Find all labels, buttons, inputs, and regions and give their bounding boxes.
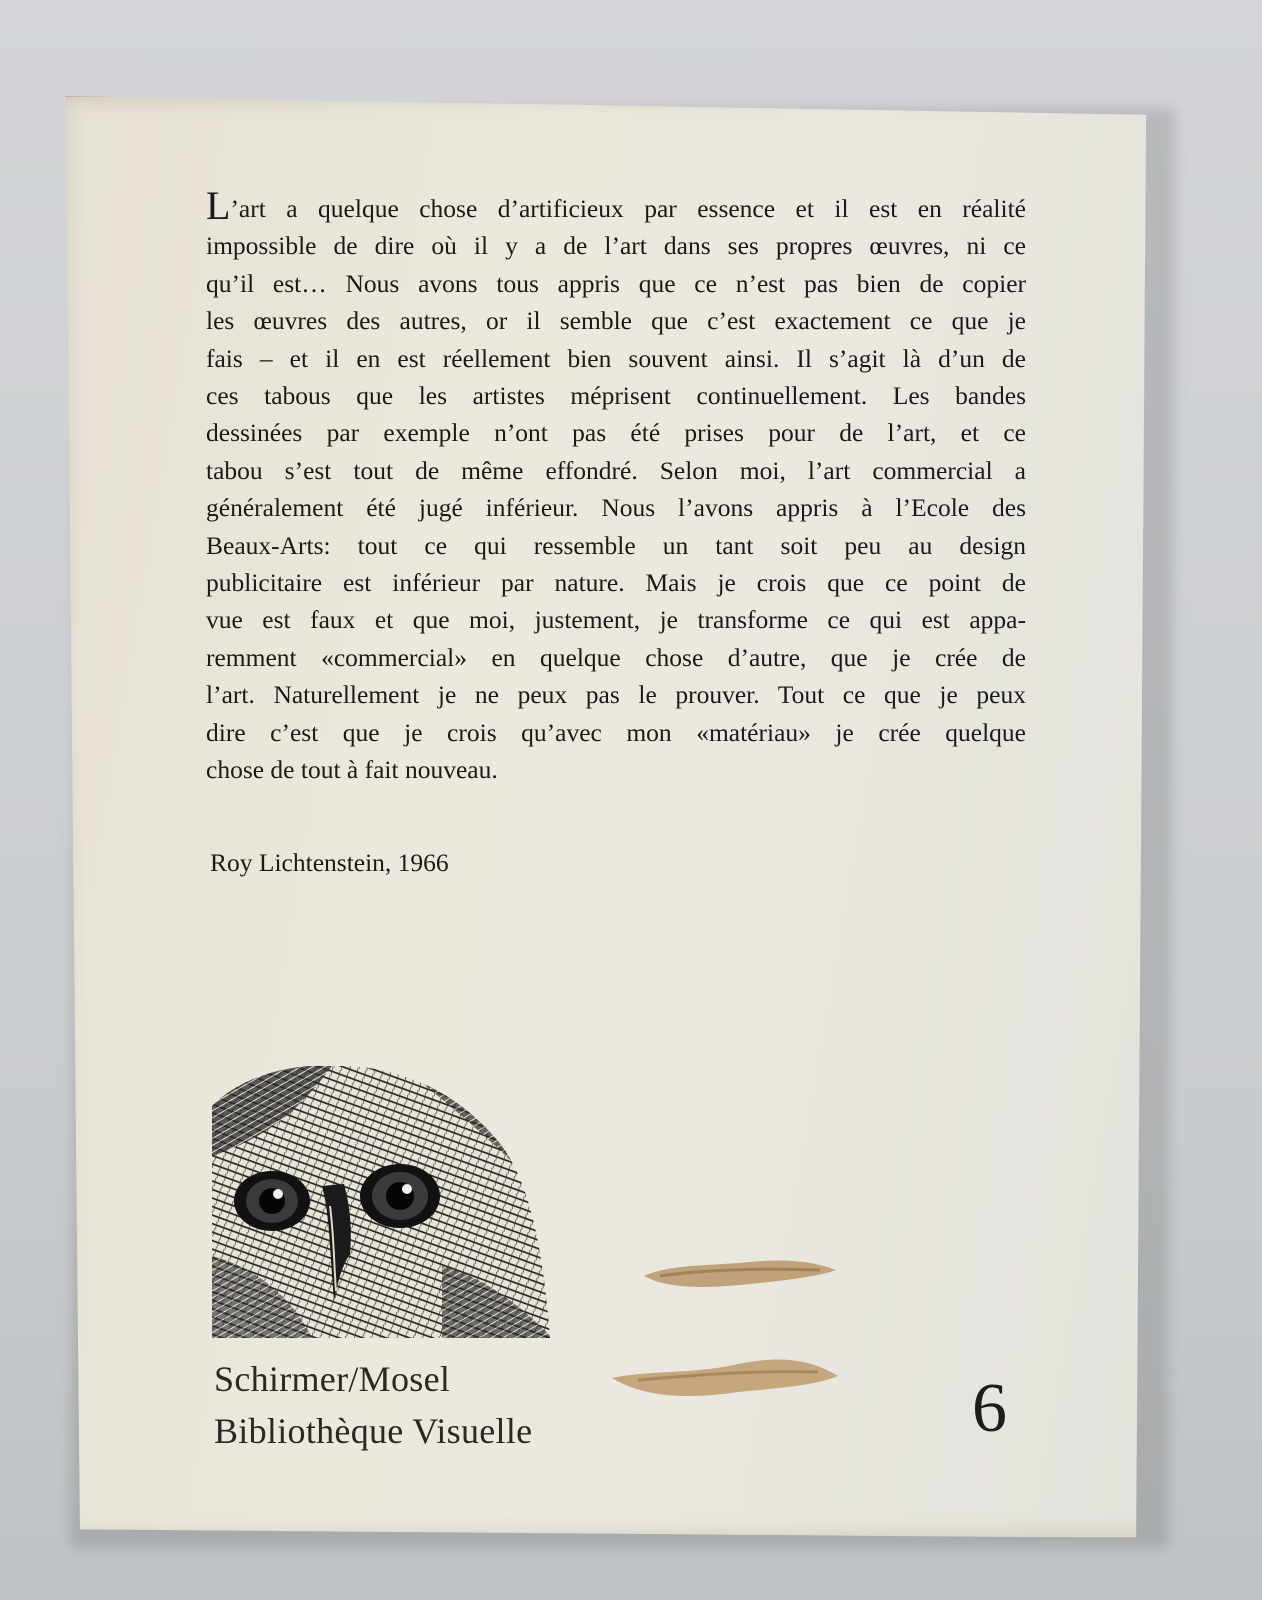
quote-line: dessinées par exemple n’ont pas été prises pour de l’art, et ce (206, 418, 1026, 448)
quote-line: L’art a quelque chose d’artificieux par essence et il est en réalité (206, 183, 1026, 228)
scuff-mark-upper (640, 1254, 840, 1296)
volume-number: 6 (972, 1370, 1007, 1447)
quote-line: vue est faux et que moi, justement, je transforme ce qui est appa- (206, 605, 1026, 635)
scuff-mark-lower (608, 1350, 844, 1408)
drop-cap: L (206, 183, 231, 228)
publisher-name: Schirmer/Mosel (214, 1359, 451, 1399)
quote-line: publicitaire est inférieur par nature. Mais je crois que ce point de (206, 568, 1026, 598)
series-name: Bibliothèque Visuelle (214, 1411, 533, 1451)
quote-line: fais – et il en est réellement bien souvent ainsi. Il s’agit là d’un de (206, 343, 1026, 373)
quote-attribution: Roy Lichtenstein, 1966 (210, 848, 449, 877)
quote-line: tabou s’est tout de même effondré. Selon moi, l’art commercial a (206, 455, 1026, 485)
owl-engraving-illustration (212, 1066, 552, 1338)
quote-line: ces tabous que les artistes méprisent continuellement. Les bandes (206, 381, 1026, 411)
quote-line: qu’il est… Nous avons tous appris que ce n’est pas bien de copier (206, 268, 1026, 298)
quote-line: remment «commercial» en quelque chose d’autre, que je crée de (206, 642, 1026, 672)
quote-line: Beaux-Arts: tout ce qui ressemble un tant soit peu au design (206, 530, 1026, 560)
quote-text (206, 183, 1026, 789)
quote-line: généralement été jugé inférieur. Nous l’avons appris à l’Ecole des (206, 493, 1026, 523)
quote-line: les œuvres des autres, or il semble que c’est exactement ce que je (206, 306, 1026, 336)
quote-line: l’art. Naturellement je ne peux pas le prouver. Tout ce que je peux (206, 680, 1026, 710)
quote-line: impossible de dire où il y a de l’art dans ses propres œuvres, ni ce (206, 231, 1026, 261)
quote-line: chose de tout à fait nouveau. (206, 755, 498, 785)
quote-line: dire c’est que je crois qu’avec mon «matériau» je crée quelque (206, 717, 1026, 747)
